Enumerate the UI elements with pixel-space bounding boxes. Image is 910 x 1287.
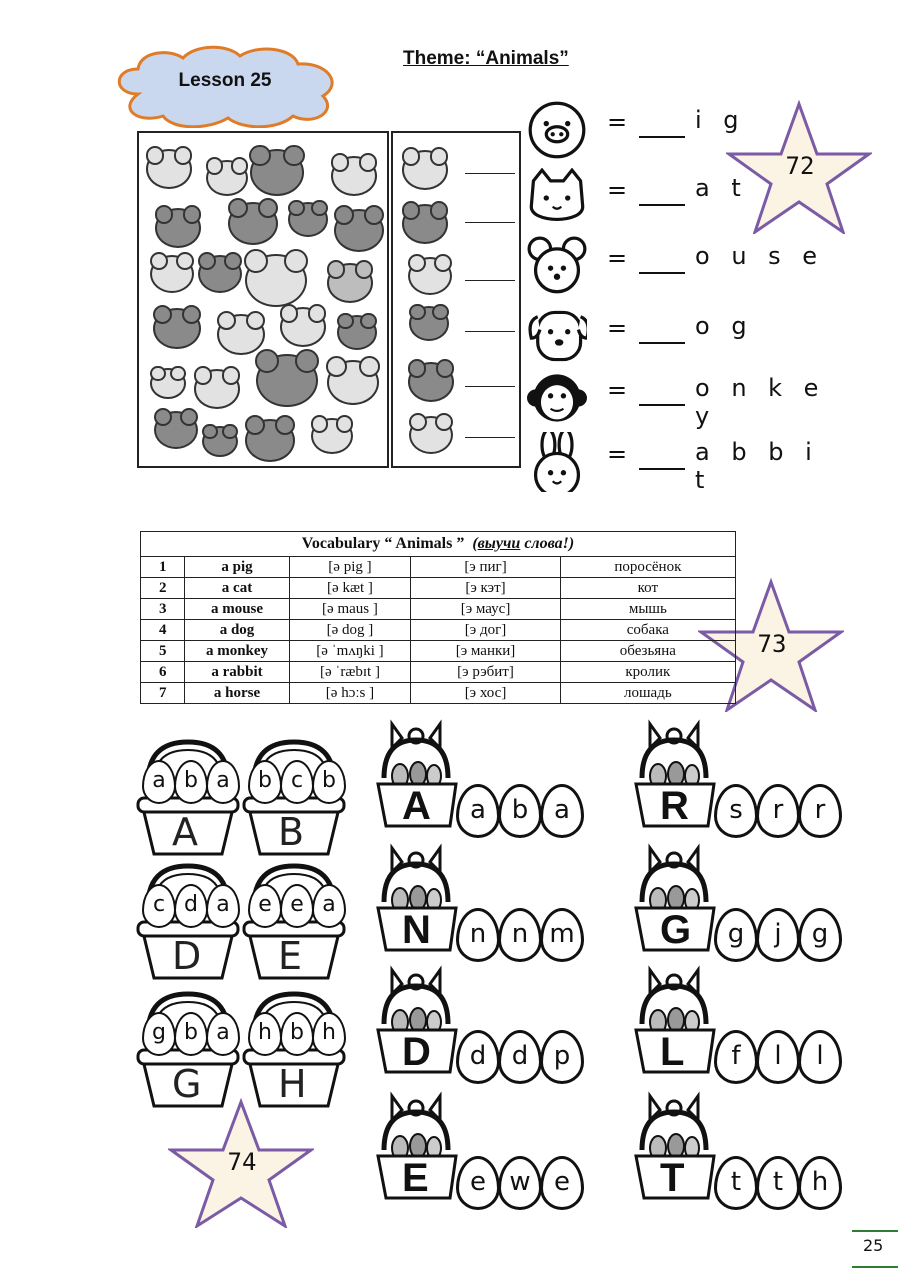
ear-shape: [228, 198, 248, 218]
capital-letter: N: [402, 908, 431, 952]
dog-icon: [527, 306, 587, 366]
capital-letter: T: [660, 1156, 685, 1200]
letter-egg[interactable]: n: [498, 908, 542, 962]
matching-row: [527, 236, 827, 296]
letter-egg[interactable]: a: [206, 884, 240, 928]
count-answer-line[interactable]: [465, 280, 515, 281]
word-ending: o u s e: [695, 242, 825, 270]
missing-letter-blank[interactable]: [639, 468, 685, 470]
ear-shape: [217, 311, 236, 330]
letter-egg[interactable]: a: [312, 884, 346, 928]
ear-shape: [176, 252, 194, 270]
transcription: [ə kæt ]: [289, 578, 411, 599]
theme-title: Theme: “Animals”: [403, 48, 569, 69]
letter-egg[interactable]: t: [714, 1156, 758, 1210]
letter-egg[interactable]: j: [756, 908, 800, 962]
capital-letter: D: [402, 1030, 431, 1074]
pig-face-icon: [331, 156, 377, 196]
dog-face-icon: [334, 209, 384, 252]
missing-letter-blank[interactable]: [639, 272, 685, 274]
pig-face-icon: [408, 257, 452, 295]
ear-shape: [249, 145, 271, 167]
ear-shape: [331, 153, 350, 172]
vocabulary-table: [140, 531, 736, 704]
count-answer-line[interactable]: [465, 437, 515, 438]
equals-sign: =: [607, 376, 628, 404]
vocabulary-row: [141, 620, 736, 641]
easter-basket: [632, 842, 847, 952]
pig-icon: [527, 100, 587, 160]
equals-sign: =: [607, 176, 628, 204]
capital-letter: B: [278, 810, 305, 854]
ear-shape: [432, 304, 449, 321]
star-73-label: 73: [757, 630, 787, 658]
page-number-rule-bottom: [852, 1266, 898, 1268]
equals-sign: =: [607, 244, 628, 272]
easter-basket: [374, 718, 589, 828]
missing-letter-blank[interactable]: [639, 342, 685, 344]
letter-egg[interactable]: a: [206, 760, 240, 804]
transcription: [ə hɔːs ]: [289, 683, 411, 704]
row-number: 2: [141, 578, 185, 599]
letter-basket: [242, 862, 346, 982]
capital-letter: G: [172, 1062, 202, 1106]
letter-egg[interactable]: g: [798, 908, 842, 962]
ear-shape: [402, 201, 421, 220]
letter-basket: [136, 990, 240, 1110]
easter-basket: [374, 1090, 589, 1200]
transcription: [ə dog ]: [289, 620, 411, 641]
letter-egg[interactable]: b: [498, 784, 542, 838]
ear-shape: [182, 305, 201, 324]
matching-row: [527, 306, 827, 366]
russian-transcription: [э рэбит]: [411, 662, 560, 683]
capital-letter: A: [402, 784, 431, 828]
ear-shape: [430, 147, 449, 166]
equals-sign: =: [607, 314, 628, 342]
ear-shape: [311, 200, 328, 217]
cat-icon: [527, 168, 587, 228]
cat-face-icon: [280, 307, 326, 347]
letter-basket: [242, 990, 346, 1110]
ear-shape: [295, 349, 319, 373]
ear-shape: [337, 313, 354, 330]
russian-transcription: [э кэт]: [411, 578, 560, 599]
mouse-face-icon: [194, 369, 240, 409]
lesson-title: Lesson 25: [178, 70, 272, 91]
ear-shape: [180, 408, 198, 426]
transcription: [ə maus ]: [289, 599, 411, 620]
rabbit-icon: [527, 432, 587, 492]
vocabulary-row: [141, 662, 736, 683]
ear-shape: [202, 424, 217, 439]
letter-egg[interactable]: b: [174, 760, 208, 804]
missing-letter-blank[interactable]: [639, 204, 685, 206]
ear-shape: [409, 304, 426, 321]
transcription: [ə ˈmʌŋki ]: [289, 641, 411, 662]
ear-shape: [408, 359, 427, 378]
letter-egg[interactable]: g: [142, 1012, 176, 1056]
letter-egg[interactable]: p: [540, 1030, 584, 1084]
matching-row: [527, 432, 827, 492]
mouse-face-icon: [146, 149, 192, 189]
capital-letter: H: [278, 1062, 307, 1106]
monkey-face-icon: [402, 204, 448, 244]
pig-face-icon: [217, 314, 265, 355]
letter-egg[interactable]: e: [248, 884, 282, 928]
russian-translation: мышь: [560, 599, 735, 620]
monkey-face-icon: [250, 149, 304, 196]
ear-shape: [355, 260, 374, 279]
equals-sign: =: [607, 108, 628, 136]
ear-shape: [183, 205, 202, 224]
capital-letter: E: [278, 934, 303, 978]
letter-egg[interactable]: a: [540, 784, 584, 838]
capital-letter: R: [660, 784, 689, 828]
monkey-face-icon: [327, 263, 373, 303]
mouse-face-icon: [327, 360, 379, 405]
cat-face-icon: [150, 368, 186, 399]
monkey-face-icon: [153, 308, 201, 349]
word-ending: i g: [695, 106, 746, 134]
letter-egg[interactable]: w: [498, 1156, 542, 1210]
english-word: a rabbit: [185, 662, 289, 683]
ear-shape: [222, 366, 241, 385]
ear-shape: [434, 254, 452, 272]
ear-shape: [408, 254, 426, 272]
capital-letter: L: [660, 1030, 685, 1074]
pig-face-icon: [311, 418, 353, 454]
vocabulary-row: [141, 641, 736, 662]
ear-shape: [283, 145, 305, 167]
ear-shape: [194, 366, 213, 385]
russian-translation: собака: [560, 620, 735, 641]
ear-shape: [150, 366, 165, 381]
cat-face-icon: [409, 416, 453, 454]
page-number-rule-top: [852, 1230, 898, 1232]
ear-shape: [359, 153, 378, 172]
letter-egg[interactable]: a: [142, 760, 176, 804]
ear-shape: [327, 260, 346, 279]
ear-shape: [246, 311, 265, 330]
monkey-face-icon: [155, 208, 201, 248]
letter-egg[interactable]: g: [714, 908, 758, 962]
russian-transcription: [э дог]: [411, 620, 560, 641]
count-answer-line[interactable]: [465, 331, 515, 332]
row-number: 3: [141, 599, 185, 620]
count-answer-line[interactable]: [465, 173, 515, 174]
russian-transcription: [э манки]: [411, 641, 560, 662]
russian-translation: кролик: [560, 662, 735, 683]
ear-shape: [170, 366, 185, 381]
letter-egg[interactable]: a: [456, 784, 500, 838]
word-ending: a t: [695, 174, 748, 202]
russian-translation: поросёнок: [560, 557, 735, 578]
ear-shape: [150, 252, 168, 270]
count-answer-line[interactable]: [465, 222, 515, 223]
horse-face-icon: [409, 306, 449, 341]
letter-egg[interactable]: b: [312, 760, 346, 804]
letter-egg[interactable]: b: [248, 760, 282, 804]
letter-egg[interactable]: d: [174, 884, 208, 928]
mouse-face-icon: [245, 254, 307, 307]
horse-face-icon: [256, 354, 318, 407]
letter-egg[interactable]: e: [456, 1156, 500, 1210]
russian-transcription: [э хос]: [411, 683, 560, 704]
english-word: a monkey: [185, 641, 289, 662]
ear-shape: [280, 304, 299, 323]
ear-shape: [198, 252, 216, 270]
ear-shape: [364, 205, 384, 225]
letter-egg[interactable]: b: [280, 1012, 314, 1056]
letter-basket: [136, 738, 240, 858]
capital-letter: D: [172, 934, 202, 978]
dog-face-icon: [202, 426, 238, 457]
ear-shape: [206, 157, 223, 174]
letter-egg[interactable]: r: [798, 784, 842, 838]
ear-shape: [359, 356, 380, 377]
dog-face-icon: [228, 202, 278, 245]
easter-basket: [374, 842, 589, 952]
monkey-face-icon: [245, 419, 295, 462]
russian-translation: обезьяна: [560, 641, 735, 662]
letter-egg[interactable]: d: [498, 1030, 542, 1084]
vocabulary-row: [141, 599, 736, 620]
ear-shape: [308, 304, 327, 323]
transcription: [ə ˈræbɪt ]: [289, 662, 411, 683]
equals-sign: =: [607, 440, 628, 468]
horse-face-icon: [288, 202, 328, 237]
letter-egg[interactable]: n: [456, 908, 500, 962]
letter-egg[interactable]: h: [798, 1156, 842, 1210]
capital-letter: A: [172, 810, 198, 854]
ear-shape: [258, 198, 278, 218]
letter-egg[interactable]: e: [280, 884, 314, 928]
count-answer-line[interactable]: [465, 386, 515, 387]
english-word: a dog: [185, 620, 289, 641]
ear-shape: [288, 200, 305, 217]
horse-face-icon: [198, 255, 242, 293]
row-number: 5: [141, 641, 185, 662]
vocabulary-row: [141, 578, 736, 599]
mouse-face-icon: [402, 150, 448, 190]
letter-egg[interactable]: l: [798, 1030, 842, 1084]
letter-egg[interactable]: m: [540, 908, 584, 962]
dog-face-icon: [408, 362, 454, 402]
ear-shape: [255, 349, 279, 373]
russian-translation: лошадь: [560, 683, 735, 704]
star-72-label: 72: [785, 152, 815, 180]
letter-egg[interactable]: l: [756, 1030, 800, 1084]
letter-egg[interactable]: a: [206, 1012, 240, 1056]
word-ending: a b b i t: [695, 438, 819, 494]
mouse-icon: [527, 236, 587, 296]
capital-letter: E: [402, 1156, 429, 1200]
ear-shape: [311, 415, 328, 432]
ear-shape: [174, 146, 193, 165]
english-word: a horse: [185, 683, 289, 704]
letter-egg[interactable]: c: [142, 884, 176, 928]
letter-egg[interactable]: c: [280, 760, 314, 804]
ear-shape: [326, 356, 347, 377]
ear-shape: [409, 413, 427, 431]
english-word: a pig: [185, 557, 289, 578]
ear-shape: [435, 413, 453, 431]
horse-face-icon: [154, 411, 198, 449]
cat-face-icon: [206, 160, 248, 196]
ear-shape: [153, 305, 172, 324]
cat-face-icon: [150, 255, 194, 293]
ear-shape: [231, 157, 248, 174]
vocabulary-row: [141, 683, 736, 704]
missing-letter-blank[interactable]: [639, 404, 685, 406]
ear-shape: [436, 359, 455, 378]
ear-shape: [430, 201, 449, 220]
ear-shape: [360, 313, 377, 330]
letter-egg[interactable]: s: [714, 784, 758, 838]
letter-basket: [136, 862, 240, 982]
russian-transcription: [э пиг]: [411, 557, 560, 578]
easter-basket: [374, 964, 589, 1074]
letter-egg[interactable]: h: [248, 1012, 282, 1056]
ear-shape: [334, 205, 354, 225]
letter-egg[interactable]: h: [312, 1012, 346, 1056]
ear-shape: [222, 424, 237, 439]
transcription: [ə pig ]: [289, 557, 411, 578]
matching-row: [527, 368, 827, 428]
russian-transcription: [э маус]: [411, 599, 560, 620]
letter-egg[interactable]: d: [456, 1030, 500, 1084]
dog-face-icon: [337, 315, 377, 350]
word-ending: o g: [695, 312, 754, 340]
ear-shape: [245, 415, 265, 435]
page-number: 25: [863, 1236, 884, 1255]
row-number: 7: [141, 683, 185, 704]
letter-egg[interactable]: r: [756, 784, 800, 838]
row-number: 1: [141, 557, 185, 578]
row-number: 6: [141, 662, 185, 683]
ear-shape: [244, 249, 268, 273]
capital-letter: G: [660, 908, 692, 952]
word-ending: o n k e y: [695, 374, 826, 430]
english-word: a mouse: [185, 599, 289, 620]
ear-shape: [402, 147, 421, 166]
ear-shape: [154, 408, 172, 426]
ear-shape: [224, 252, 242, 270]
easter-basket: [632, 718, 847, 828]
vocabulary-title: Vocabulary “ Animals ” (выучи слова!): [141, 532, 736, 557]
english-word: a cat: [185, 578, 289, 599]
ear-shape: [146, 146, 165, 165]
letter-basket: [242, 738, 346, 858]
star-74-label: 74: [227, 1148, 257, 1176]
monkey-icon: [527, 368, 587, 428]
letter-egg[interactable]: e: [540, 1156, 584, 1210]
ear-shape: [336, 415, 353, 432]
russian-translation: кот: [560, 578, 735, 599]
ear-shape: [155, 205, 174, 224]
letter-egg[interactable]: f: [714, 1030, 758, 1084]
letter-egg[interactable]: b: [174, 1012, 208, 1056]
vocabulary-row: [141, 557, 736, 578]
missing-letter-blank[interactable]: [639, 136, 685, 138]
ear-shape: [284, 249, 308, 273]
ear-shape: [275, 415, 295, 435]
easter-basket: [632, 964, 847, 1074]
row-number: 4: [141, 620, 185, 641]
letter-egg[interactable]: t: [756, 1156, 800, 1210]
easter-basket: [632, 1090, 847, 1200]
